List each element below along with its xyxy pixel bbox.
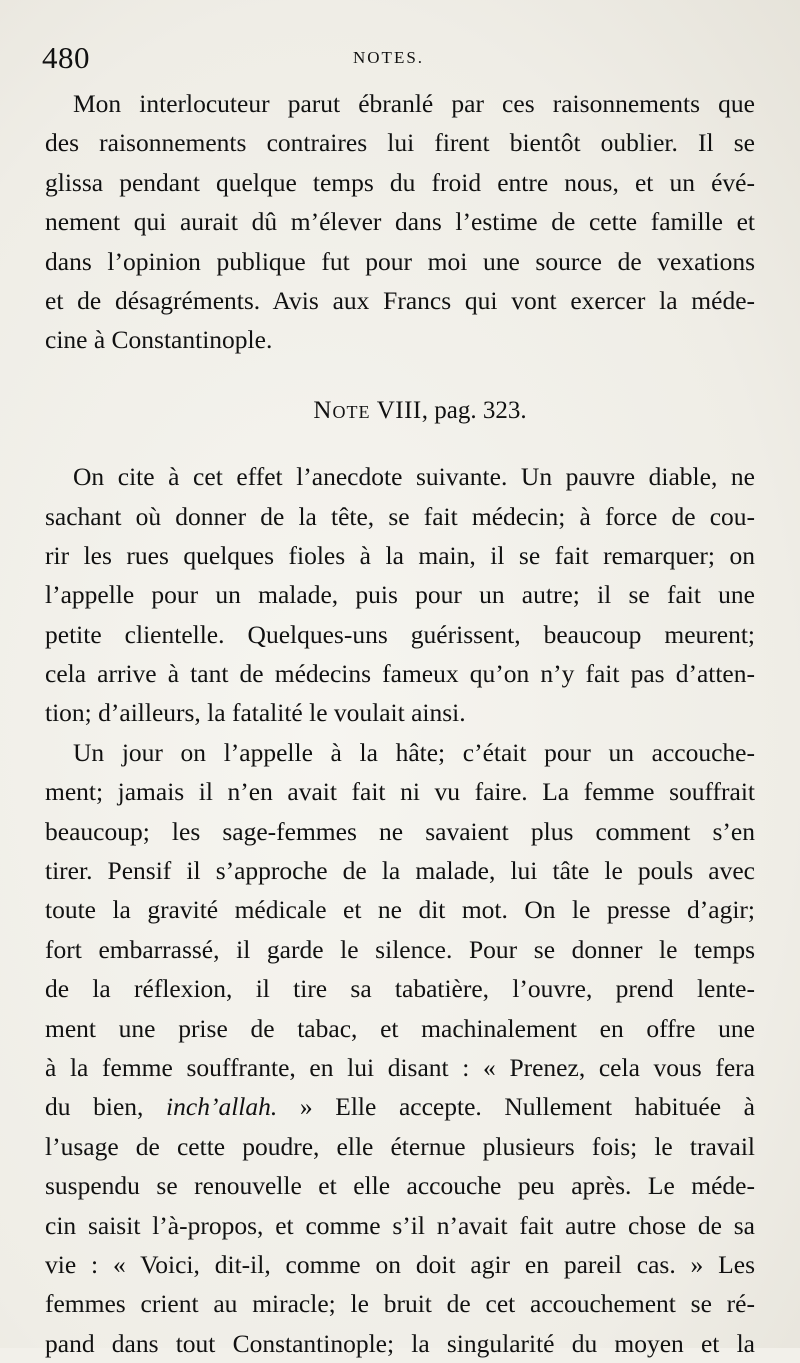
text-line: On cite à cet effet l’anecdote suivante. Un pauvre diable, ne: [73, 462, 755, 492]
text-line: ment; jamais il n’en avait fait ni vu faire. La femme souffrait: [45, 777, 755, 807]
note-heading: [45, 391, 755, 430]
text-line: l’appelle pour un malade, puis pour un autre; il se fait une: [45, 580, 755, 610]
paragraph-1: [45, 84, 755, 360]
italic-word: inch’allah.: [166, 1092, 278, 1122]
text-line: tion; d’ailleurs, la fatalité le voulait ainsi.: [45, 698, 466, 728]
note-numeral: VIII: [376, 396, 422, 424]
running-head: NOTES.: [353, 48, 425, 67]
text-line: cine à Constantinople.: [45, 325, 273, 355]
text-line: Un jour on l’appelle à la hâte; c’était pour un accouche-: [73, 737, 755, 767]
text-line: ment une prise de tabac, et machinalement en offre une: [45, 1013, 755, 1043]
text-line: vie : « Voici, dit-il, comme on doit agir en pareil cas. » Les: [45, 1249, 755, 1279]
text-line: tirer. Pensif il s’approche de la malade, lui tâte le pouls avec: [45, 856, 755, 886]
text-line: rir les rues quelques fioles à la main, il se fait remarquer; on: [45, 540, 755, 570]
text-line: petite clientelle. Quelques-uns guérissent, beaucoup meurent;: [45, 619, 755, 649]
text-line: l’usage de cette poudre, elle éternue plusieurs fois; le travail: [45, 1131, 755, 1161]
text-line: des raisonnements contraires lui firent bientôt oublier. Il se: [45, 128, 755, 158]
text-line: nement qui aurait dû m’élever dans l’estime de cette famille et: [45, 207, 755, 237]
body-text: [45, 84, 755, 1363]
text-line: glissa pendant quelque temps du froid entre nous, et un évé-: [45, 167, 755, 197]
text-line: femmes crient au miracle; le bruit de cet accouchement se ré-: [45, 1289, 755, 1319]
text-line-with-italic: [45, 1087, 755, 1126]
text-line: Mon interlocuteur parut ébranlé par ces raisonnements que: [73, 89, 755, 118]
text-line: toute la gravité médicale et ne dit mot. On le presse d’agir;: [45, 895, 755, 925]
text-line: beaucoup; les sage-femmes ne savaient plus comment s’en: [45, 816, 755, 846]
text-line: et de désagréments. Avis aux Francs qui vont exercer la méde-: [45, 285, 755, 315]
text-line: suspendu se renouvelle et elle accouche peu après. Le méde-: [45, 1171, 755, 1201]
text-line: à la femme souffrante, en lui disant : « Prenez, cela vous fera: [45, 1052, 755, 1082]
note-label: Note: [313, 396, 371, 424]
text-line: pand dans tout Constantinople; la singularité du moyen et la: [45, 1328, 755, 1358]
note-reference: , pag. 323.: [421, 396, 527, 424]
text-line: cin saisit l’à-propos, et comme s’il n’avait fait autre chose de sa: [45, 1210, 755, 1240]
paragraph-3: [45, 733, 755, 1363]
text-line: de la réflexion, il tire sa tabatière, l’ouvre, prend lente-: [45, 974, 755, 1004]
text-line: sachant où donner de la tête, se fait médecin; à force de cou-: [45, 501, 755, 531]
text-fragment: » Elle accepte. Nullement habituée à: [277, 1092, 755, 1122]
page-header: [42, 40, 755, 84]
text-line: fort embarrassé, il garde le silence. Pour se donner le temps: [45, 934, 755, 964]
text-fragment: du bien,: [45, 1092, 167, 1122]
paragraph-2: [45, 457, 755, 733]
text-line: cela arrive à tant de médecins fameux qu’on n’y fait pas d’atten-: [45, 659, 755, 689]
text-line: dans l’opinion publique fut pour moi une source de vexations: [45, 246, 755, 276]
page-number: 480: [42, 40, 90, 75]
